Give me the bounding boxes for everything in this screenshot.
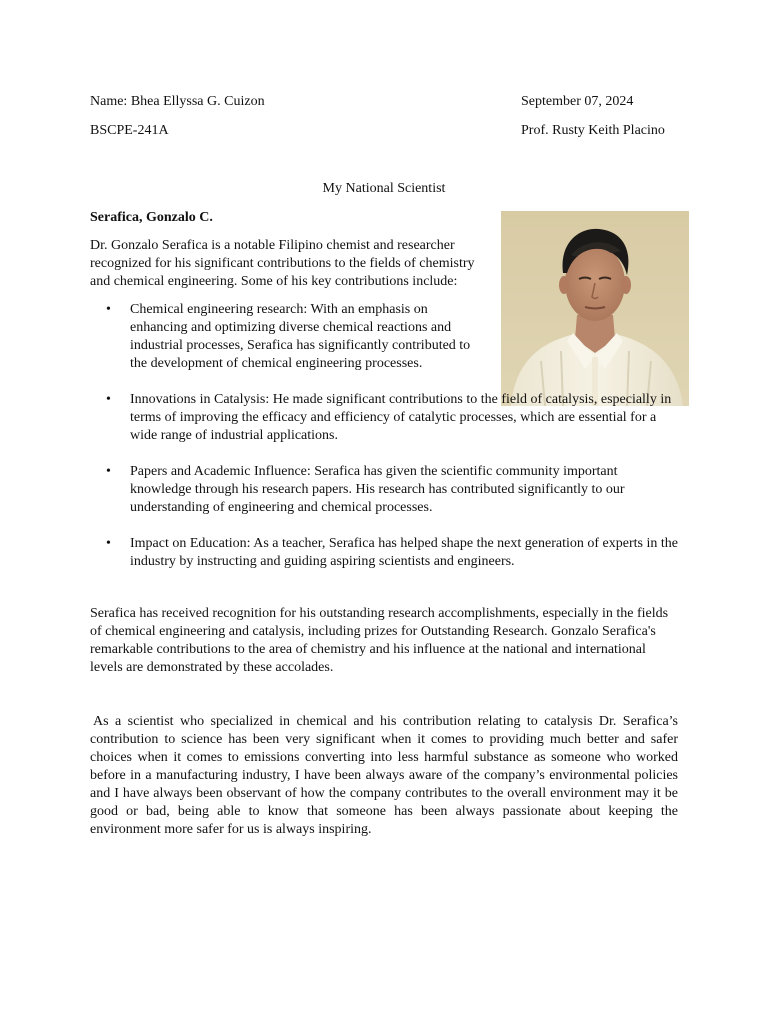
document-date: September 07, 2024 <box>521 94 634 109</box>
portrait-photo <box>501 211 689 406</box>
recognition-paragraph: Serafica has received recognition for his outstanding research accomplishments, especially in the fields of chemical engineering and catalysis, including prizes for Outstanding Research. Gonzalo Serafica's remarkable contributions to the area of chemistry and his influence at the national and international levels are demonstrated by these accolades. <box>90 606 669 675</box>
list-item: • Chemical engineering research: With an emphasis on enhancing and optimizing diverse chemical reactions and industrial processes, Serafica has significantly contributed to the development of chemical engineering processes. <box>90 301 485 373</box>
list-item: • Innovations in Catalysis: He made significant contributions to the field of catalysis, especially in terms of improving the efficacy and efficiency of catalytic processes, which are essential for a wide range of industrial applications. <box>90 391 678 445</box>
document-page <box>90 93 678 839</box>
reflection-paragraph: As a scientist who specialized in chemical and his contribution relating to catalysis Dr. Serafica’s contribution to science has been very significant when it comes to providing much better and safer choices when it comes to emissions converting into less harmful substance as someone who worked before in a manufacturing industry, I have been always aware of the company’s environmental policies and I have always been observant of how the company contributes to the overall environment may it be good or bad, being able to know that someone has been always passionate about keeping the environment more safer for us is always inspiring. <box>90 714 678 837</box>
intro-paragraph: Dr. Gonzalo Serafica is a notable Filipino chemist and researcher recognized for his significant contributions to the fields of chemistry and chemical engineering. Some of his key contributions include: <box>90 238 475 289</box>
header-row-1 <box>90 93 678 111</box>
scientist-name: Serafica, Gonzalo C. <box>90 210 213 225</box>
list-item: • Papers and Academic Influence: Serafica has given the scientific community important knowledge through his research papers. His research has contributed significantly to our understanding of engineering and chemical processes. <box>90 463 678 517</box>
header-row-2 <box>90 122 678 140</box>
list-item: • Impact on Education: As a teacher, Serafica has helped shape the next generation of experts in the industry by instructing and guiding aspiring scientists and engineers. <box>90 535 678 571</box>
document-title: My National Scientist <box>322 181 446 196</box>
student-section: BSCPE-241A <box>90 123 169 138</box>
student-name: Name: Bhea Ellyssa G. Cuizon <box>90 94 265 109</box>
scientist-portrait <box>501 211 689 406</box>
professor-name: Prof. Rusty Keith Placino <box>521 123 665 138</box>
